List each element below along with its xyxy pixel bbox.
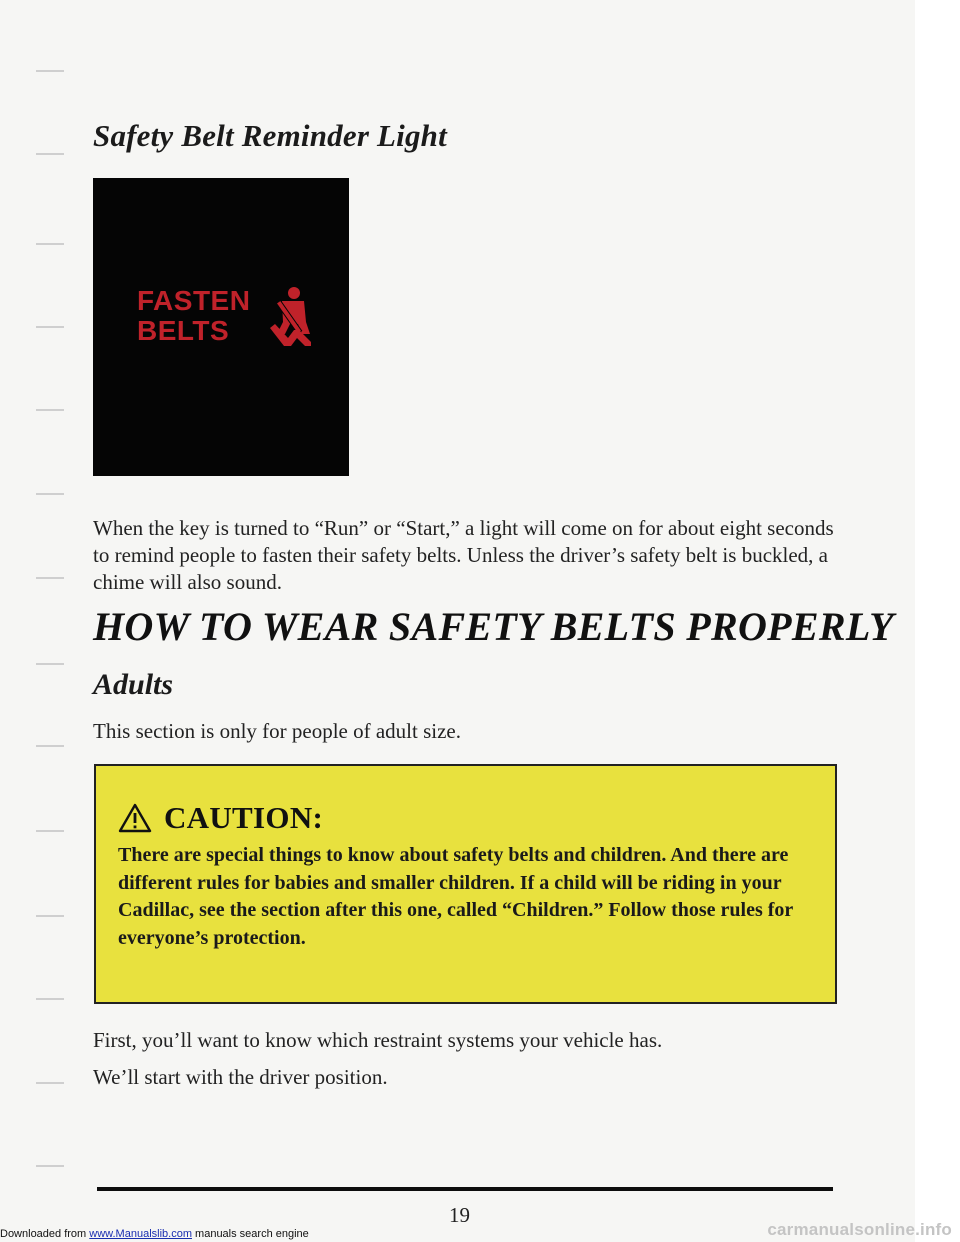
- subheading-adults: Adults: [93, 668, 174, 701]
- indicator-line-fasten: FASTEN: [137, 285, 251, 316]
- page-number: 19: [449, 1203, 470, 1227]
- adults-paragraph: This section is only for people of adult size.: [93, 719, 462, 743]
- caution-text: There are special things to know about safety belts and children. And there are different rules for babies and smaller children. If a child will be riding in your Cadillac, see the section after this one, called “Children.” Follow those rules for everyone’s protection.: [118, 844, 793, 949]
- seatbelt-person-icon: [264, 286, 314, 348]
- download-banner-prefix: Downloaded from: [0, 1228, 90, 1240]
- manualslib-link[interactable]: www.Manualslib.com: [89, 1228, 192, 1240]
- warning-triangle-icon: [118, 803, 152, 833]
- restraint-systems-paragraph: First, you’ll want to know which restraint systems your vehicle has.: [93, 1028, 663, 1052]
- scan-edge-mark: [36, 409, 64, 411]
- section-title: Safety Belt Reminder Light: [93, 118, 447, 153]
- footer-rule: [97, 1187, 833, 1191]
- scan-edge-mark: [36, 326, 64, 328]
- download-banner: [0, 1226, 560, 1242]
- scan-edge-mark: [36, 70, 64, 72]
- indicator-line-belts: BELTS: [137, 315, 230, 346]
- driver-position-paragraph: We’ll start with the driver position.: [93, 1065, 388, 1089]
- caution-box: [94, 764, 837, 1004]
- caution-label: CAUTION:: [164, 800, 324, 835]
- download-banner-suffix: manuals search engine: [191, 1228, 309, 1240]
- scan-edge-mark: [36, 998, 64, 1000]
- page-right-margin: [915, 0, 960, 1242]
- scan-edge-mark: [36, 830, 64, 832]
- indicator-label: [137, 286, 250, 346]
- scan-edge-mark: [36, 577, 64, 579]
- scan-edge-mark: [36, 915, 64, 917]
- watermark: carmanualsonline.info: [767, 1220, 952, 1239]
- scan-edge-mark: [36, 1165, 64, 1167]
- scan-edge-mark: [36, 243, 64, 245]
- scan-edge-mark: [36, 493, 64, 495]
- intro-paragraph: When the key is turned to “Run” or “Start,” a light will come on for about eight seconds to remind people to fasten their safety belts. Unless the driver’s safety belt is buckled, a chime will also sound.: [93, 516, 834, 594]
- scan-edge-mark: [36, 153, 64, 155]
- scan-edge-mark: [36, 1082, 64, 1084]
- main-heading: HOW TO WEAR SAFETY BELTS PROPERLY: [93, 604, 894, 649]
- scan-edge-mark: [36, 745, 64, 747]
- scan-edge-mark: [36, 663, 64, 665]
- fasten-belts-indicator: [93, 178, 349, 476]
- caution-header: [118, 800, 323, 836]
